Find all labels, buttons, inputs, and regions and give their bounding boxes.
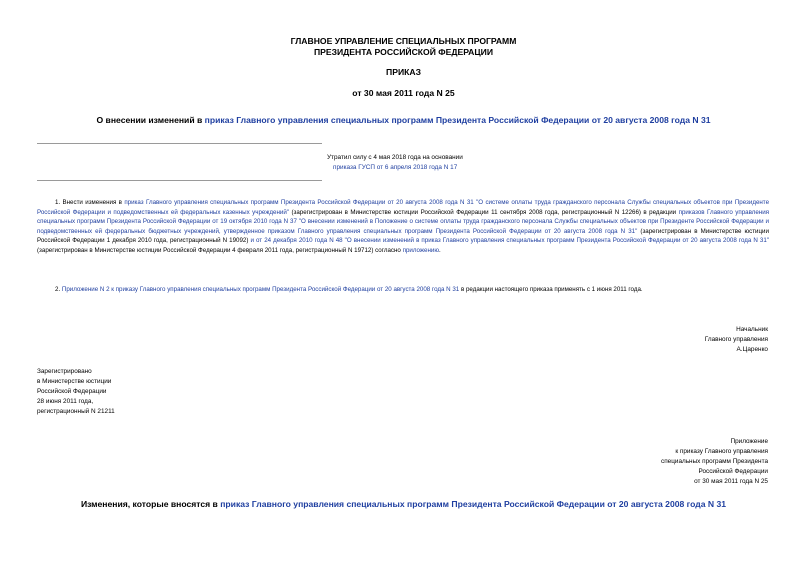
status-link[interactable]: приказа ГУСП от 6 апреля 2018 года N 17 [333,164,458,171]
p1-text-5: . [439,246,441,254]
changes-title [20,499,787,510]
p1-link-appendix[interactable]: приложению [402,246,439,254]
signature-department: Главного управления [704,336,768,343]
p1-link-order-31[interactable]: приказ Главного управления специальных программ Президента Российской Федерации от 20 августа 2008 года N 31 "О системе оплаты труда гражданского персонала Службы специальных объектов при Президенте Российской Федерации и подведомственных ей федеральных казенных учреждений" [37,199,770,216]
registration-line3: Российской Федерации [37,388,107,395]
signature-name: А.Царенко [736,346,768,353]
title-prefix: О внесении изменений в [96,115,205,125]
p2-text-2: в редакции настоящего приказа применять с 1 июня 2011 года. [459,286,643,293]
appendix-block [661,437,768,487]
p2-link-appendix-2[interactable]: Приложение N 2 к приказу Главного управления специальных программ Президента Российской Федерации от 20 августа 2008 года N 31 [61,286,460,293]
signature-block [705,325,768,355]
appendix-line5: от 30 мая 2011 года N 25 [694,478,768,485]
registration-line5: регистрационный N 21211 [37,408,115,415]
p1-text-4: (зарегистрирован в Министерстве юстиции Российской Федерации 4 февраля 2011 года, регистрационный N 19712) согласно [37,246,403,254]
divider-bottom [37,180,322,181]
p1-link-order-48[interactable]: и от 24 декабря 2010 года N 48 "О внесении изменений в приказ Главного управления специальных программ Президента Российской Федерации от 20 августа 2008 года N 31" [250,237,769,245]
appendix-line3: специальных программ Президента [661,458,768,465]
p1-text-1: 1. Внести изменения в [55,199,125,206]
signature-position: Начальник [736,326,768,333]
p1-link-order-37[interactable]: приказов Главного управления специальных программ Президента Российской Федерации от 19 октября 2010 года N 37 "О внесении изменений в Положение о системе оплаты труда гражданского персонала Службы специальных объектов при Президенте Российской Федерации и подведомственных ей федеральных бюджетных учреждений, утвержденное приказом Главного управления специальных программ Президента Российской Федерации от 20 августа 2008 года N 31" [37,208,770,235]
divider-top [37,143,322,144]
status-note [327,153,463,173]
document-header [0,36,807,58]
doc-type: ПРИКАЗ [386,67,421,77]
appendix-line4: Российской Федерации [698,468,768,475]
p1-text-2: (зарегистрирован в Министерстве юстиции Российской Федерации 11 сентября 2008 года, регистрационный N 12266) в редакции [288,208,679,216]
p2-text-1: 2. [55,286,62,293]
changes-title-prefix: Изменения, которые вносятся в [80,499,221,509]
registration-line1: Зарегистрировано [37,368,92,375]
registration-block [37,367,115,417]
registration-line2: в Министерстве юстиции [37,378,112,385]
status-line: Утратил силу с 4 мая 2018 года на основании [327,154,463,161]
document-title [20,115,787,126]
p1-text-3: (зарегистрирован в Министерстве юстиции Российской Федерации 1 декабря 2010 года, регистрационный N 19092) [37,227,769,245]
org-name-line2: ПРЕЗИДЕНТА РОССИЙСКОЙ ФЕДЕРАЦИИ [313,47,494,57]
paragraph-2 [37,285,769,295]
org-name-line1: ГЛАВНОЕ УПРАВЛЕНИЕ СПЕЦИАЛЬНЫХ ПРОГРАММ [290,36,517,46]
appendix-line2: к приказу Главного управления [675,448,768,455]
appendix-line1: Приложение [730,438,768,445]
title-link[interactable]: приказ Главного управления специальных программ Президента Российской Федерации от 20 августа 2008 года N 31 [204,115,711,125]
doc-date-number: от 30 мая 2011 года N 25 [352,88,455,98]
changes-title-link[interactable]: приказ Главного управления специальных программ Президента Российской Федерации от 20 августа 2008 года N 31 [220,499,727,509]
paragraph-1 [37,198,769,256]
registration-line4: 28 июня 2011 года, [37,398,94,405]
